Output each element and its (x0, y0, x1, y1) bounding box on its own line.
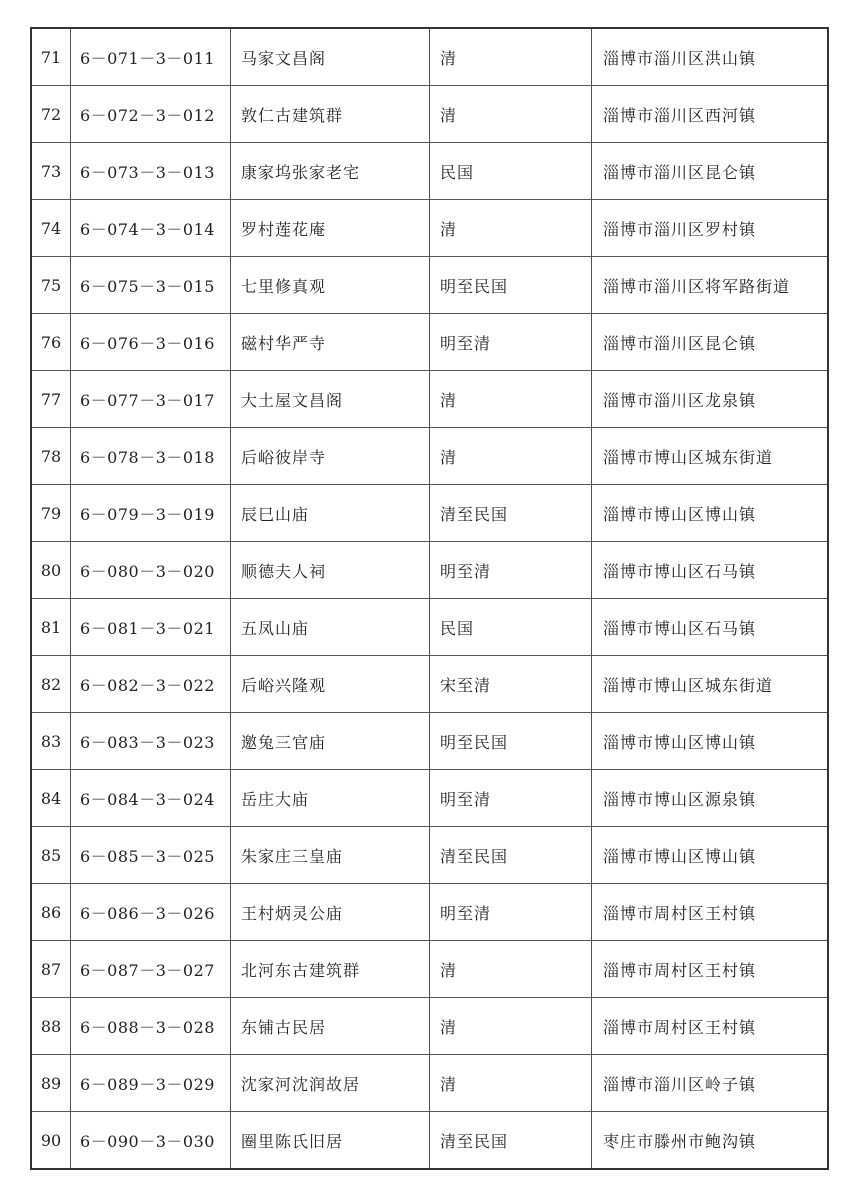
site-code: 6－079－3－019 (71, 485, 231, 542)
table-row (31, 28, 828, 86)
site-location: 淄博市淄川区昆仑镇 (592, 143, 829, 200)
row-number: 73 (31, 143, 71, 200)
site-code: 6－085－3－025 (71, 827, 231, 884)
row-number: 80 (31, 542, 71, 599)
row-number: 90 (31, 1112, 71, 1170)
table-body (31, 28, 828, 1169)
site-era: 明至清 (430, 770, 592, 827)
table-row (31, 713, 828, 770)
site-era: 清至民国 (430, 485, 592, 542)
site-name: 王村炳灵公庙 (231, 884, 430, 941)
site-name: 后峪彼岸寺 (231, 428, 430, 485)
site-era: 清 (430, 28, 592, 86)
site-name: 敦仁古建筑群 (231, 86, 430, 143)
site-era: 明至民国 (430, 713, 592, 770)
site-era: 清 (430, 371, 592, 428)
row-number: 76 (31, 314, 71, 371)
site-name: 沈家河沈润故居 (231, 1055, 430, 1112)
site-code: 6－090－3－030 (71, 1112, 231, 1170)
row-number: 84 (31, 770, 71, 827)
heritage-sites-table (30, 27, 829, 1170)
site-name: 马家文昌阁 (231, 28, 430, 86)
site-era: 明至清 (430, 314, 592, 371)
site-era: 清至民国 (430, 827, 592, 884)
site-location: 淄博市淄川区将军路街道 (592, 257, 829, 314)
table-row (31, 428, 828, 485)
site-name: 康家坞张家老宅 (231, 143, 430, 200)
site-location: 淄博市淄川区罗村镇 (592, 200, 829, 257)
row-number: 79 (31, 485, 71, 542)
site-era: 明至民国 (430, 257, 592, 314)
site-location: 淄博市周村区王村镇 (592, 998, 829, 1055)
row-number: 87 (31, 941, 71, 998)
site-name: 朱家庄三皇庙 (231, 827, 430, 884)
site-location: 淄博市博山区城东街道 (592, 428, 829, 485)
site-name: 五凤山庙 (231, 599, 430, 656)
site-code: 6－078－3－018 (71, 428, 231, 485)
row-number: 74 (31, 200, 71, 257)
row-number: 86 (31, 884, 71, 941)
site-name: 岳庄大庙 (231, 770, 430, 827)
site-code: 6－071－3－011 (71, 28, 231, 86)
site-era: 清 (430, 428, 592, 485)
row-number: 75 (31, 257, 71, 314)
row-number: 77 (31, 371, 71, 428)
site-code: 6－074－3－014 (71, 200, 231, 257)
row-number: 78 (31, 428, 71, 485)
site-name: 大土屋文昌阁 (231, 371, 430, 428)
table-row (31, 200, 828, 257)
table-row (31, 998, 828, 1055)
site-name: 东铺古民居 (231, 998, 430, 1055)
row-number: 72 (31, 86, 71, 143)
site-location: 淄博市淄川区岭子镇 (592, 1055, 829, 1112)
site-era: 宋至清 (430, 656, 592, 713)
table-row (31, 86, 828, 143)
table-row (31, 827, 828, 884)
site-location: 枣庄市滕州市鲍沟镇 (592, 1112, 829, 1170)
site-name: 磁村华严寺 (231, 314, 430, 371)
site-location: 淄博市博山区博山镇 (592, 713, 829, 770)
site-era: 民国 (430, 143, 592, 200)
table-row (31, 542, 828, 599)
table-row (31, 1055, 828, 1112)
site-code: 6－087－3－027 (71, 941, 231, 998)
site-name: 后峪兴隆观 (231, 656, 430, 713)
site-location: 淄博市博山区石马镇 (592, 599, 829, 656)
site-location: 淄博市博山区石马镇 (592, 542, 829, 599)
site-name: 顺德夫人祠 (231, 542, 430, 599)
site-code: 6－080－3－020 (71, 542, 231, 599)
site-name: 七里修真观 (231, 257, 430, 314)
table-row (31, 941, 828, 998)
site-code: 6－072－3－012 (71, 86, 231, 143)
site-location: 淄博市博山区城东街道 (592, 656, 829, 713)
site-era: 清 (430, 86, 592, 143)
site-code: 6－084－3－024 (71, 770, 231, 827)
site-era: 民国 (430, 599, 592, 656)
row-number: 88 (31, 998, 71, 1055)
site-location: 淄博市周村区王村镇 (592, 941, 829, 998)
site-era: 清 (430, 200, 592, 257)
row-number: 82 (31, 656, 71, 713)
site-name: 北河东古建筑群 (231, 941, 430, 998)
table-row (31, 884, 828, 941)
site-location: 淄博市淄川区昆仑镇 (592, 314, 829, 371)
table-row (31, 1112, 828, 1170)
site-code: 6－081－3－021 (71, 599, 231, 656)
site-location: 淄博市周村区王村镇 (592, 884, 829, 941)
table-row (31, 770, 828, 827)
site-code: 6－083－3－023 (71, 713, 231, 770)
row-number: 83 (31, 713, 71, 770)
site-code: 6－082－3－022 (71, 656, 231, 713)
site-location: 淄博市淄川区龙泉镇 (592, 371, 829, 428)
site-name: 罗村莲花庵 (231, 200, 430, 257)
site-code: 6－076－3－016 (71, 314, 231, 371)
table-row (31, 314, 828, 371)
site-name: 圈里陈氏旧居 (231, 1112, 430, 1170)
table-row (31, 599, 828, 656)
site-code: 6－086－3－026 (71, 884, 231, 941)
site-location: 淄博市淄川区西河镇 (592, 86, 829, 143)
site-era: 清 (430, 941, 592, 998)
site-era: 清至民国 (430, 1112, 592, 1170)
table-row (31, 485, 828, 542)
table-row (31, 143, 828, 200)
table-row (31, 257, 828, 314)
table-row (31, 656, 828, 713)
table-row (31, 371, 828, 428)
row-number: 81 (31, 599, 71, 656)
site-code: 6－088－3－028 (71, 998, 231, 1055)
site-era: 明至清 (430, 542, 592, 599)
site-location: 淄博市博山区源泉镇 (592, 770, 829, 827)
site-name: 邀兔三官庙 (231, 713, 430, 770)
site-era: 清 (430, 1055, 592, 1112)
row-number: 89 (31, 1055, 71, 1112)
site-location: 淄博市淄川区洪山镇 (592, 28, 829, 86)
site-era: 清 (430, 998, 592, 1055)
site-location: 淄博市博山区博山镇 (592, 485, 829, 542)
site-era: 明至清 (430, 884, 592, 941)
row-number: 71 (31, 28, 71, 86)
site-code: 6－073－3－013 (71, 143, 231, 200)
site-name: 辰巳山庙 (231, 485, 430, 542)
site-location: 淄博市博山区博山镇 (592, 827, 829, 884)
site-code: 6－077－3－017 (71, 371, 231, 428)
site-code: 6－075－3－015 (71, 257, 231, 314)
site-code: 6－089－3－029 (71, 1055, 231, 1112)
row-number: 85 (31, 827, 71, 884)
